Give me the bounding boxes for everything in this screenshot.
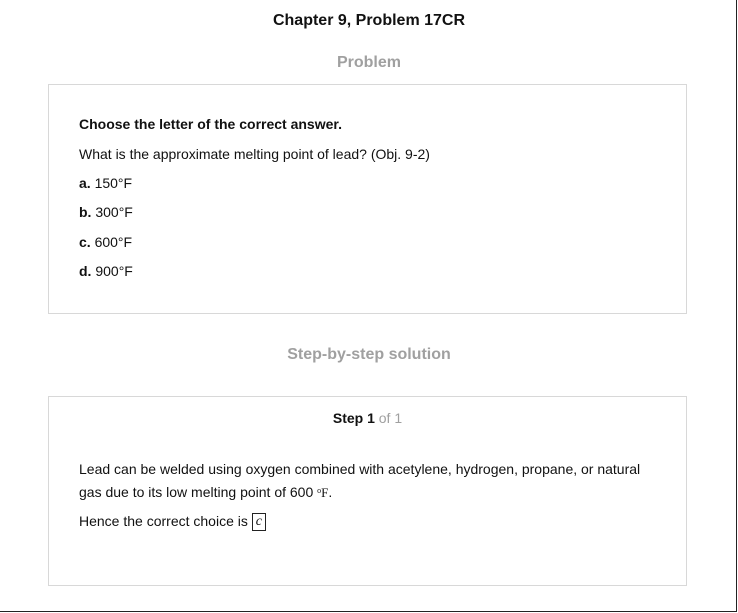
solution-heading: Step-by-step solution <box>287 346 451 363</box>
solution-explanation <box>79 458 659 504</box>
option-text: 300°F <box>95 204 133 220</box>
solution-conclusion <box>79 513 266 531</box>
problem-heading: Problem <box>336 54 401 71</box>
option-letter: d. <box>79 263 92 279</box>
question-text: What is the approximate melting point of lead? (Obj. 9-2) <box>79 146 430 162</box>
answer-box: c <box>252 513 266 531</box>
step-title <box>49 410 686 426</box>
conclusion-text: Hence the correct choice is <box>79 513 248 529</box>
problem-card <box>48 84 687 314</box>
period: . <box>328 484 333 500</box>
chapter-title: Chapter 9, Problem 17CR <box>272 12 466 29</box>
option-text: 600°F <box>94 234 133 250</box>
option-a <box>79 175 132 191</box>
option-c <box>79 234 132 250</box>
option-text: 900°F <box>95 263 133 279</box>
fahrenheit-letter: F <box>321 485 329 500</box>
degree-symbol: o <box>317 486 322 495</box>
option-d <box>79 263 133 279</box>
step-count: of 1 <box>378 410 403 426</box>
instruction-text: Choose the letter of the correct answer. <box>79 116 342 132</box>
explanation-text: Lead can be welded using oxygen combined with acetylene, hydrogen, propane, or natural gas due to its low melting point of 600 <box>79 461 641 500</box>
option-letter: b. <box>79 204 92 220</box>
option-letter: c. <box>79 234 91 250</box>
solution-card <box>48 396 687 586</box>
option-b <box>79 204 133 220</box>
option-text: 150°F <box>94 175 133 191</box>
option-letter: a. <box>79 175 91 191</box>
temperature-unit <box>317 485 328 500</box>
step-label: Step 1 <box>332 410 375 426</box>
